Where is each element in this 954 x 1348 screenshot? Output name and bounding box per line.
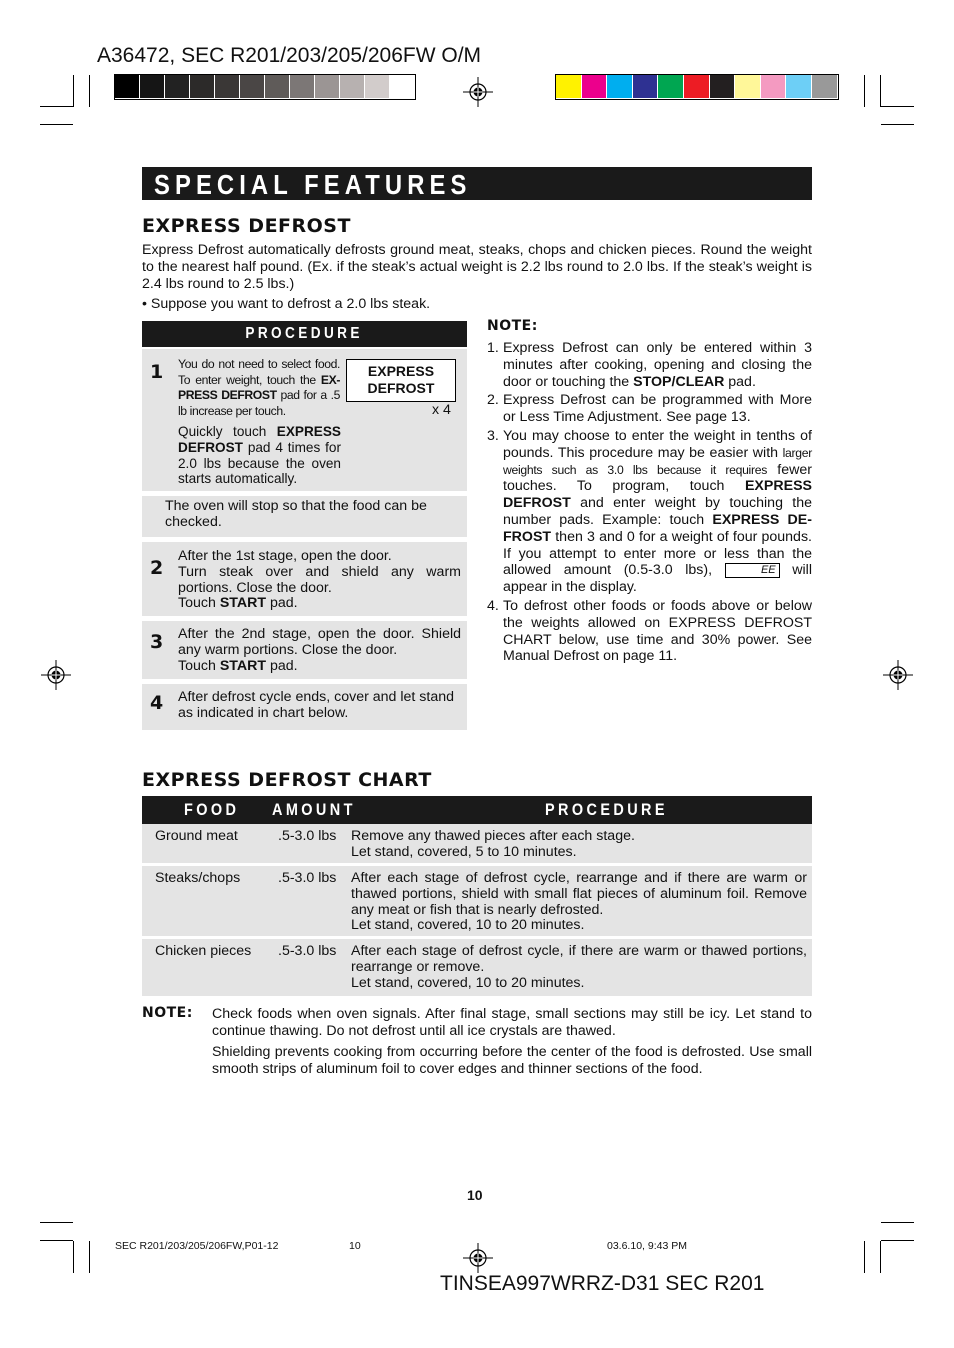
procedure-bar bbox=[142, 321, 467, 347]
crop-mark bbox=[881, 1222, 914, 1223]
note-item-4: 4. To defrost other foods or foods above or below the weights allowed on EXPRESS DEFROST CHART below, use time and 30% power. See Manual Defrost on page 11. bbox=[487, 597, 812, 665]
color-swatch bbox=[140, 75, 164, 98]
registration-mark-icon bbox=[463, 77, 493, 107]
oven-stop-text: The oven will stop so that the food can be checked. bbox=[165, 498, 427, 530]
crop-mark bbox=[40, 1222, 73, 1223]
procedure-step-4 bbox=[142, 684, 467, 730]
crop-mark bbox=[864, 75, 865, 107]
color-swatch bbox=[582, 75, 607, 98]
oven-stop-row bbox=[142, 496, 467, 537]
crop-mark bbox=[73, 1241, 74, 1273]
crop-mark bbox=[881, 1240, 914, 1241]
table-row: Steaks/chops .5-3.0 lbs After each stage of defrost cycle, rearrange and if there are warm or thawed portions, shield with small flat pieces of aluminum foil. Remove any meat or fish that is nearly defrosted. Let stand, covered, 10 to 20 minutes. bbox=[142, 866, 812, 936]
color-swatch bbox=[735, 75, 760, 98]
step3-text: After the 2nd stage, open the door. Shield any warm portions. Close the door. Touch START pad. bbox=[178, 626, 461, 674]
section-title: SPECIAL FEATURES bbox=[154, 169, 472, 200]
registration-mark-icon bbox=[883, 660, 913, 690]
note-label: NOTE: bbox=[487, 318, 538, 334]
table-row: Ground meat .5-3.0 lbs Remove any thawed pieces after each stage. Let stand, covered, 5 to 10 minutes. bbox=[142, 824, 812, 863]
table-row: Chicken pieces .5-3.0 lbs After each stage of defrost cycle, if there are warm or thawed portions, rearrange or remove. Let stand, covered, 10 to 20 minutes. bbox=[142, 939, 812, 996]
step4-text: After defrost cycle ends, cover and let stand as indicated in chart below. bbox=[178, 689, 455, 721]
crop-mark bbox=[40, 1240, 73, 1241]
footer-date: 03.6.10, 9:43 PM bbox=[607, 1240, 687, 1252]
note-list bbox=[487, 340, 812, 667]
crop-mark bbox=[73, 75, 74, 107]
press-count: x 4 bbox=[432, 402, 451, 418]
color-swatch bbox=[365, 75, 389, 98]
chart-heading: EXPRESS DEFROST CHART bbox=[142, 769, 432, 791]
suppose-text: • Suppose you want to defrost a 2.0 lbs steak. bbox=[142, 296, 431, 312]
step-number: 2 bbox=[150, 557, 164, 579]
procedure-step-2 bbox=[142, 542, 467, 616]
color-swatch bbox=[786, 75, 811, 98]
column-header-food: FOOD bbox=[184, 800, 240, 819]
color-swatch bbox=[190, 75, 214, 98]
section-title-bar bbox=[142, 167, 812, 200]
color-swatch bbox=[684, 75, 709, 98]
bottom-document-title: TINSEA997WRRZ-D31 SEC R201 bbox=[440, 1272, 765, 1295]
color-swatch bbox=[265, 75, 289, 98]
registration-mark-icon bbox=[463, 1243, 493, 1273]
crop-mark bbox=[40, 124, 73, 125]
color-swatch bbox=[633, 75, 658, 98]
crop-mark bbox=[881, 124, 914, 125]
color-swatch bbox=[390, 75, 414, 98]
document-header-title: A36472, SEC R201/203/205/206FW O/M bbox=[97, 44, 482, 67]
color-swatch bbox=[215, 75, 239, 98]
bottom-note-paragraph-2: Shielding prevents cooking from occurring before the center of the food is defrosted. Use small smooth strips of aluminum foil to cover edges and thinner sections of the food. bbox=[212, 1044, 812, 1077]
color-swatch bbox=[290, 75, 314, 98]
crop-mark bbox=[864, 1241, 865, 1273]
crop-mark bbox=[880, 75, 881, 107]
crop-mark bbox=[40, 106, 73, 107]
procedure-step-3 bbox=[142, 621, 467, 679]
crop-mark bbox=[881, 106, 914, 107]
bottom-note-label: NOTE: bbox=[142, 1005, 193, 1021]
note-item-3: 3. You may choose to enter the weight in tenths of pounds. This procedure may be easier with larger weights such as 3.0 lbs because it requires fewer touches. To program, touch EXPRESS DEFROST and enter weight by touching the number pads. Example: touch EXPRESS DE-FROST then 3 and 0 for a weight of four pounds. If you attempt to enter more or less than the allowed amount (0.5-3.0 lbs), EE will appear in the display. bbox=[487, 427, 812, 596]
color-swatch bbox=[658, 75, 683, 98]
step2-text: After the 1st stage, open the door. Turn steak over and shield any warm portions. Close the door. Touch START pad. bbox=[178, 548, 461, 612]
color-swatch bbox=[761, 75, 786, 98]
step-number: 4 bbox=[150, 692, 164, 714]
column-header-procedure: PROCEDURE bbox=[545, 800, 668, 819]
step-number: 3 bbox=[150, 631, 164, 653]
chart-header-row bbox=[142, 796, 812, 824]
step-number: 1 bbox=[150, 361, 164, 383]
color-swatch bbox=[556, 75, 581, 98]
display-error-readout: EE bbox=[725, 563, 780, 578]
step1-instruction: You do not need to select food. To enter weight, touch the EX-PRESS DEFROST pad for a .5 lb increase per touch. bbox=[178, 357, 341, 418]
bottom-note-paragraph-1: Check foods when oven signals. After final stage, small sections may still be icy. Let stand to continue thawing. Do not defrost until all ice crystals are thawed. bbox=[212, 1006, 812, 1039]
color-swatch bbox=[115, 75, 139, 98]
color-swatch bbox=[315, 75, 339, 98]
color-swatch bbox=[240, 75, 264, 98]
note-item-2: 2. Express Defrost can be programmed with More or Less Time Adjustment. See page 13. bbox=[487, 392, 812, 426]
crop-mark bbox=[89, 1241, 90, 1273]
footer-page: 10 bbox=[349, 1240, 361, 1252]
crop-mark bbox=[880, 1241, 881, 1273]
crop-mark bbox=[89, 75, 90, 107]
express-defrost-heading: EXPRESS DEFROST bbox=[142, 215, 351, 237]
procedure-label: PROCEDURE bbox=[245, 325, 364, 342]
color-swatch bbox=[607, 75, 632, 98]
color-swatch bbox=[710, 75, 735, 98]
footer-file-name: SEC R201/203/205/206FW,P01-12 bbox=[115, 1240, 279, 1252]
page-number: 10 bbox=[467, 1187, 483, 1203]
column-header-amount: AMOUNT bbox=[272, 800, 356, 819]
step1-quick-touch: Quickly touch EXPRESS DEFROST pad 4 times for 2.0 lbs because the oven starts automatically. bbox=[178, 424, 341, 487]
color-swatch bbox=[165, 75, 189, 98]
color-swatch bbox=[812, 75, 837, 98]
registration-mark-icon bbox=[41, 660, 71, 690]
note-item-1: 1. Express Defrost can only be entered within 3 minutes after cooking, opening and closing the door or touching the STOP/CLEAR pad. bbox=[487, 340, 812, 390]
express-defrost-intro: Express Defrost automatically defrosts ground meat, steaks, chops and chicken pieces. Round the weight to the nearest half pound. (Ex. if the steak’s actual weight is 2.2 lbs round to 2.0 lbs. If the steak’s weight is 2.4 lbs round to 2.5 lbs.) bbox=[142, 242, 812, 292]
express-defrost-key-button[interactable]: EXPRESS DEFROST bbox=[346, 359, 456, 402]
color-swatch bbox=[340, 75, 364, 98]
